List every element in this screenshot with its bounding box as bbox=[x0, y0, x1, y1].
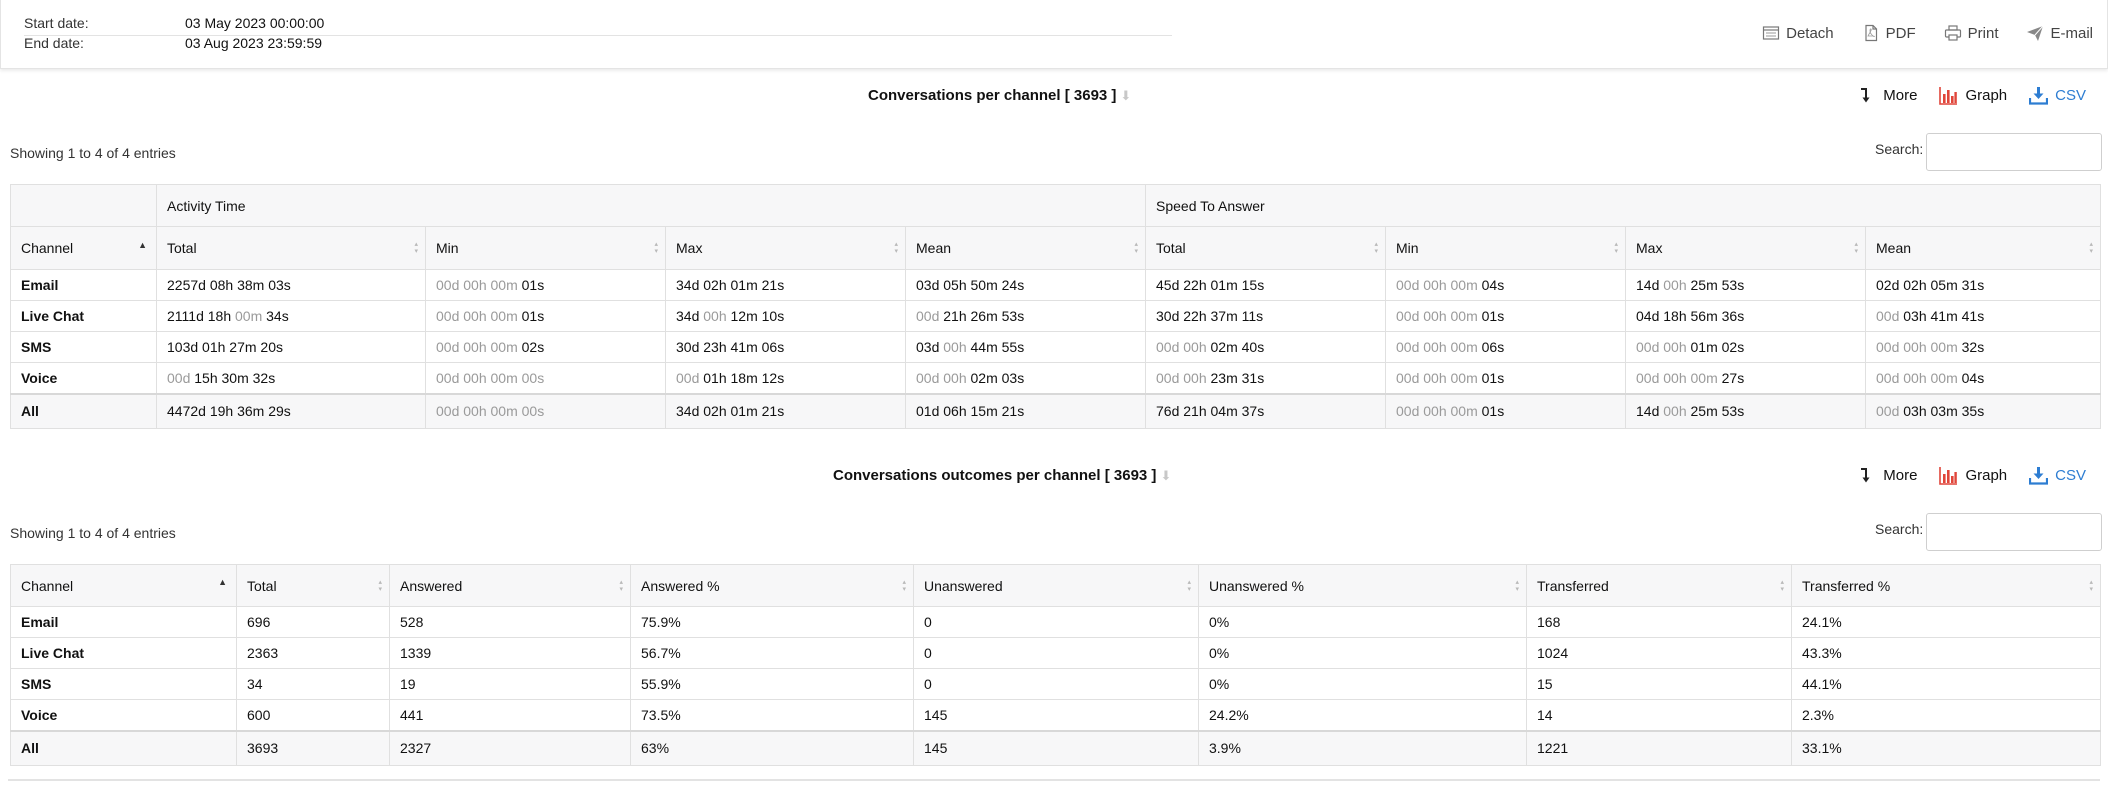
section2-showing-entries: Showing 1 to 4 of 4 entries bbox=[10, 525, 176, 541]
table-cell: 43.3% bbox=[1792, 638, 2101, 669]
section1-search-label: Search: bbox=[1875, 141, 1924, 157]
print-icon bbox=[1944, 24, 1962, 42]
table-row bbox=[11, 332, 2101, 363]
section1-showing-entries: Showing 1 to 4 of 4 entries bbox=[10, 145, 176, 161]
section2-more-label: More bbox=[1883, 467, 1918, 484]
col-speed-total[interactable]: Total ▴ ▾ bbox=[1146, 227, 1386, 270]
report-header bbox=[0, 0, 2108, 69]
header-actions bbox=[1762, 24, 2093, 42]
table-cell: 00d 00h 00m 02s bbox=[426, 332, 666, 363]
bar-chart-icon bbox=[1939, 86, 1958, 105]
section1-search-input[interactable] bbox=[1926, 133, 2102, 171]
table-cell: 34d 00h 12m 10s bbox=[666, 301, 906, 332]
table-total-row bbox=[11, 731, 2101, 766]
col-channel[interactable]: Channel ▲ bbox=[11, 227, 157, 270]
table-cell: 696 bbox=[237, 607, 390, 638]
section2-graph-label: Graph bbox=[1965, 467, 2008, 484]
channel-cell: Live Chat bbox=[11, 301, 157, 332]
end-date-value: 03 Aug 2023 23:59:59 bbox=[185, 35, 323, 51]
table-cell: 15 bbox=[1527, 669, 1792, 700]
table-row bbox=[11, 638, 2101, 669]
section2-search-label: Search: bbox=[1875, 521, 1924, 537]
email-label: E-mail bbox=[2050, 24, 2093, 42]
table-row bbox=[11, 301, 2101, 332]
paper-plane-icon bbox=[2026, 24, 2044, 42]
channel-cell: Voice bbox=[11, 700, 237, 731]
section2-more-button[interactable] bbox=[1857, 466, 1917, 485]
table-cell: 44.1% bbox=[1792, 669, 2101, 700]
table-cell: 45d 22h 01m 15s bbox=[1146, 270, 1386, 301]
section1-sort-down-icon[interactable]: ⬇ bbox=[1120, 87, 1132, 103]
table-cell: 00d 03h 41m 41s bbox=[1866, 301, 2101, 332]
section2-sort-down-icon[interactable]: ⬇ bbox=[1160, 467, 1172, 483]
channel-cell: Email bbox=[11, 607, 237, 638]
table-cell: 24.1% bbox=[1792, 607, 2101, 638]
table-cell: 0% bbox=[1199, 638, 1527, 669]
channel-cell: SMS bbox=[11, 332, 157, 363]
table-row bbox=[11, 363, 2101, 394]
table-cell: 0 bbox=[914, 607, 1199, 638]
table-cell: 14 bbox=[1527, 700, 1792, 731]
table-cell: 528 bbox=[390, 607, 631, 638]
pdf-label: PDF bbox=[1885, 24, 1916, 42]
channel-cell: All bbox=[11, 394, 157, 429]
table-cell: 00d 00h 00m 01s bbox=[426, 270, 666, 301]
col-speed-mean[interactable]: Mean ▴ ▾ bbox=[1866, 227, 2101, 270]
table-cell: 00d 00h 00m 01s bbox=[426, 301, 666, 332]
table-cell: 3693 bbox=[237, 731, 390, 766]
channel-cell: All bbox=[11, 731, 237, 766]
table-cell: 00d 03h 03m 35s bbox=[1866, 394, 2101, 429]
group-header-activity-time: Activity Time bbox=[157, 185, 1146, 227]
table-cell: 00d 00h 01m 02s bbox=[1626, 332, 1866, 363]
table-cell: 2363 bbox=[237, 638, 390, 669]
table-cell: 600 bbox=[237, 700, 390, 731]
table-cell: 2111d 18h 00m 34s bbox=[157, 301, 426, 332]
table-cell: 73.5% bbox=[631, 700, 914, 731]
col-transferred[interactable]: Transferred ▴ ▾ bbox=[1527, 565, 1792, 607]
table-cell: 0 bbox=[914, 669, 1199, 700]
group-header-row bbox=[11, 185, 2101, 227]
table-cell: 3.9% bbox=[1199, 731, 1527, 766]
col-channel[interactable]: Channel ▲ bbox=[11, 565, 237, 607]
table-cell: 03d 05h 50m 24s bbox=[906, 270, 1146, 301]
table-cell: 76d 21h 04m 37s bbox=[1146, 394, 1386, 429]
table-cell: 2327 bbox=[390, 731, 631, 766]
download-icon bbox=[2029, 466, 2048, 485]
table-cell: 34d 02h 01m 21s bbox=[666, 394, 906, 429]
channel-cell: SMS bbox=[11, 669, 237, 700]
column-header-row bbox=[11, 565, 2101, 607]
table-row bbox=[11, 700, 2101, 731]
print-button[interactable] bbox=[1944, 24, 1999, 42]
channel-cell: Email bbox=[11, 270, 157, 301]
col-total[interactable]: Total ▴ ▾ bbox=[237, 565, 390, 607]
end-date-label: End date: bbox=[24, 35, 84, 51]
table-cell: 0% bbox=[1199, 669, 1527, 700]
print-label: Print bbox=[1967, 24, 1999, 42]
col-activity-min[interactable]: Min ▴ ▾ bbox=[426, 227, 666, 270]
section1-title-text: Conversations per channel [ 3693 ] bbox=[868, 87, 1117, 104]
col-speed-max[interactable]: Max ▴ ▾ bbox=[1626, 227, 1866, 270]
activity-table-body bbox=[11, 270, 2101, 429]
table-cell: 0 bbox=[914, 638, 1199, 669]
table-cell: 56.7% bbox=[631, 638, 914, 669]
table-cell: 00d 00h 00m 27s bbox=[1626, 363, 1866, 394]
pdf-icon bbox=[1862, 24, 1880, 42]
col-speed-min[interactable]: Min ▴ ▾ bbox=[1386, 227, 1626, 270]
table-cell: 1339 bbox=[390, 638, 631, 669]
table-cell: 2257d 08h 38m 03s bbox=[157, 270, 426, 301]
col-activity-max[interactable]: Max ▴ ▾ bbox=[666, 227, 906, 270]
table-row bbox=[11, 607, 2101, 638]
table-total-row bbox=[11, 394, 2101, 429]
table-cell: 00d 00h 00m 06s bbox=[1386, 332, 1626, 363]
table-cell: 19 bbox=[390, 669, 631, 700]
bar-chart-icon bbox=[1939, 466, 1958, 485]
table-cell: 75.9% bbox=[631, 607, 914, 638]
outcomes-table-body bbox=[11, 607, 2101, 766]
table-cell: 24.2% bbox=[1199, 700, 1527, 731]
table-cell: 145 bbox=[914, 700, 1199, 731]
table-row bbox=[11, 270, 2101, 301]
col-answered-pct[interactable]: Answered % ▴ ▾ bbox=[631, 565, 914, 607]
start-date-label: Start date: bbox=[24, 15, 89, 31]
col-activity-mean[interactable]: Mean ▴ ▾ bbox=[906, 227, 1146, 270]
table-cell: 14d 00h 25m 53s bbox=[1626, 394, 1866, 429]
section1-csv-label: CSV bbox=[2055, 87, 2086, 104]
table-cell: 04d 18h 56m 36s bbox=[1626, 301, 1866, 332]
table-cell: 34d 02h 01m 21s bbox=[666, 270, 906, 301]
col-transferred-pct[interactable]: Transferred % ▴ ▾ bbox=[1792, 565, 2101, 607]
section2-search-input[interactable] bbox=[1926, 513, 2102, 551]
table-cell: 00d 01h 18m 12s bbox=[666, 363, 906, 394]
activity-table bbox=[10, 184, 2101, 429]
section1-more-button[interactable] bbox=[1857, 86, 1917, 105]
section1-graph-label: Graph bbox=[1965, 87, 2008, 104]
section1-title bbox=[868, 87, 1131, 104]
email-button[interactable] bbox=[2026, 24, 2093, 42]
section2-title-text: Conversations outcomes per channel [ 3693 ] bbox=[833, 467, 1157, 484]
table-cell: 00d 00h 00m 04s bbox=[1866, 363, 2101, 394]
table-cell: 63% bbox=[631, 731, 914, 766]
download-icon bbox=[2029, 86, 2048, 105]
table-cell: 00d 00h 00m 01s bbox=[1386, 394, 1626, 429]
col-answered[interactable]: Answered ▴ ▾ bbox=[390, 565, 631, 607]
detach-label: Detach bbox=[1786, 24, 1834, 42]
table-cell: 02d 02h 05m 31s bbox=[1866, 270, 2101, 301]
level-down-arrow-icon bbox=[1857, 86, 1876, 105]
section1-more-label: More bbox=[1883, 87, 1918, 104]
table-cell: 00d 00h 00m 32s bbox=[1866, 332, 2101, 363]
channel-cell: Live Chat bbox=[11, 638, 237, 669]
section2-graph-button[interactable] bbox=[1939, 466, 2007, 485]
table-cell: 30d 23h 41m 06s bbox=[666, 332, 906, 363]
table-cell: 30d 22h 37m 11s bbox=[1146, 301, 1386, 332]
table-cell: 00d 15h 30m 32s bbox=[157, 363, 426, 394]
level-down-arrow-icon bbox=[1857, 466, 1876, 485]
page-bottom-divider bbox=[8, 779, 2100, 781]
table-cell: 441 bbox=[390, 700, 631, 731]
table-cell: 00d 00h 02m 03s bbox=[906, 363, 1146, 394]
table-cell: 145 bbox=[914, 731, 1199, 766]
start-date-value: 03 May 2023 00:00:00 bbox=[185, 15, 325, 31]
channel-cell: Voice bbox=[11, 363, 157, 394]
table-cell: 00d 00h 00m 01s bbox=[1386, 363, 1626, 394]
table-cell: 2.3% bbox=[1792, 700, 2101, 731]
section1-graph-button[interactable] bbox=[1939, 86, 2007, 105]
table-cell: 55.9% bbox=[631, 669, 914, 700]
group-header-empty bbox=[11, 185, 157, 227]
detach-icon bbox=[1762, 24, 1780, 42]
table-cell: 0% bbox=[1199, 607, 1527, 638]
table-cell: 00d 00h 00m 04s bbox=[1386, 270, 1626, 301]
table-cell: 1024 bbox=[1527, 638, 1792, 669]
table-cell: 168 bbox=[1527, 607, 1792, 638]
outcomes-table bbox=[10, 564, 2101, 766]
table-cell: 33.1% bbox=[1792, 731, 2101, 766]
table-cell: 01d 06h 15m 21s bbox=[906, 394, 1146, 429]
detach-button[interactable] bbox=[1762, 24, 1834, 42]
table-cell: 103d 01h 27m 20s bbox=[157, 332, 426, 363]
table-cell: 03d 00h 44m 55s bbox=[906, 332, 1146, 363]
table-cell: 1221 bbox=[1527, 731, 1792, 766]
section1-actions bbox=[1857, 86, 2086, 105]
col-activity-total[interactable]: Total ▴ ▾ bbox=[157, 227, 426, 270]
section2-title bbox=[833, 467, 1171, 484]
column-header-row bbox=[11, 227, 2101, 270]
pdf-button[interactable] bbox=[1862, 24, 1916, 42]
col-unanswered[interactable]: Unanswered ▴ ▾ bbox=[914, 565, 1199, 607]
table-cell: 34 bbox=[237, 669, 390, 700]
table-cell: 00d 21h 26m 53s bbox=[906, 301, 1146, 332]
table-cell: 00d 00h 00m 00s bbox=[426, 363, 666, 394]
table-cell: 14d 00h 25m 53s bbox=[1626, 270, 1866, 301]
col-unanswered-pct[interactable]: Unanswered % ▴ ▾ bbox=[1199, 565, 1527, 607]
table-cell: 00d 00h 00m 00s bbox=[426, 394, 666, 429]
section2-csv-label: CSV bbox=[2055, 467, 2086, 484]
section2-actions bbox=[1857, 466, 2086, 485]
table-cell: 00d 00h 23m 31s bbox=[1146, 363, 1386, 394]
group-header-speed-to-answer: Speed To Answer bbox=[1146, 185, 2101, 227]
table-row bbox=[11, 669, 2101, 700]
section2-csv-button[interactable] bbox=[2029, 466, 2086, 485]
table-cell: 4472d 19h 36m 29s bbox=[157, 394, 426, 429]
table-cell: 00d 00h 02m 40s bbox=[1146, 332, 1386, 363]
section1-csv-button[interactable] bbox=[2029, 86, 2086, 105]
table-cell: 00d 00h 00m 01s bbox=[1386, 301, 1626, 332]
